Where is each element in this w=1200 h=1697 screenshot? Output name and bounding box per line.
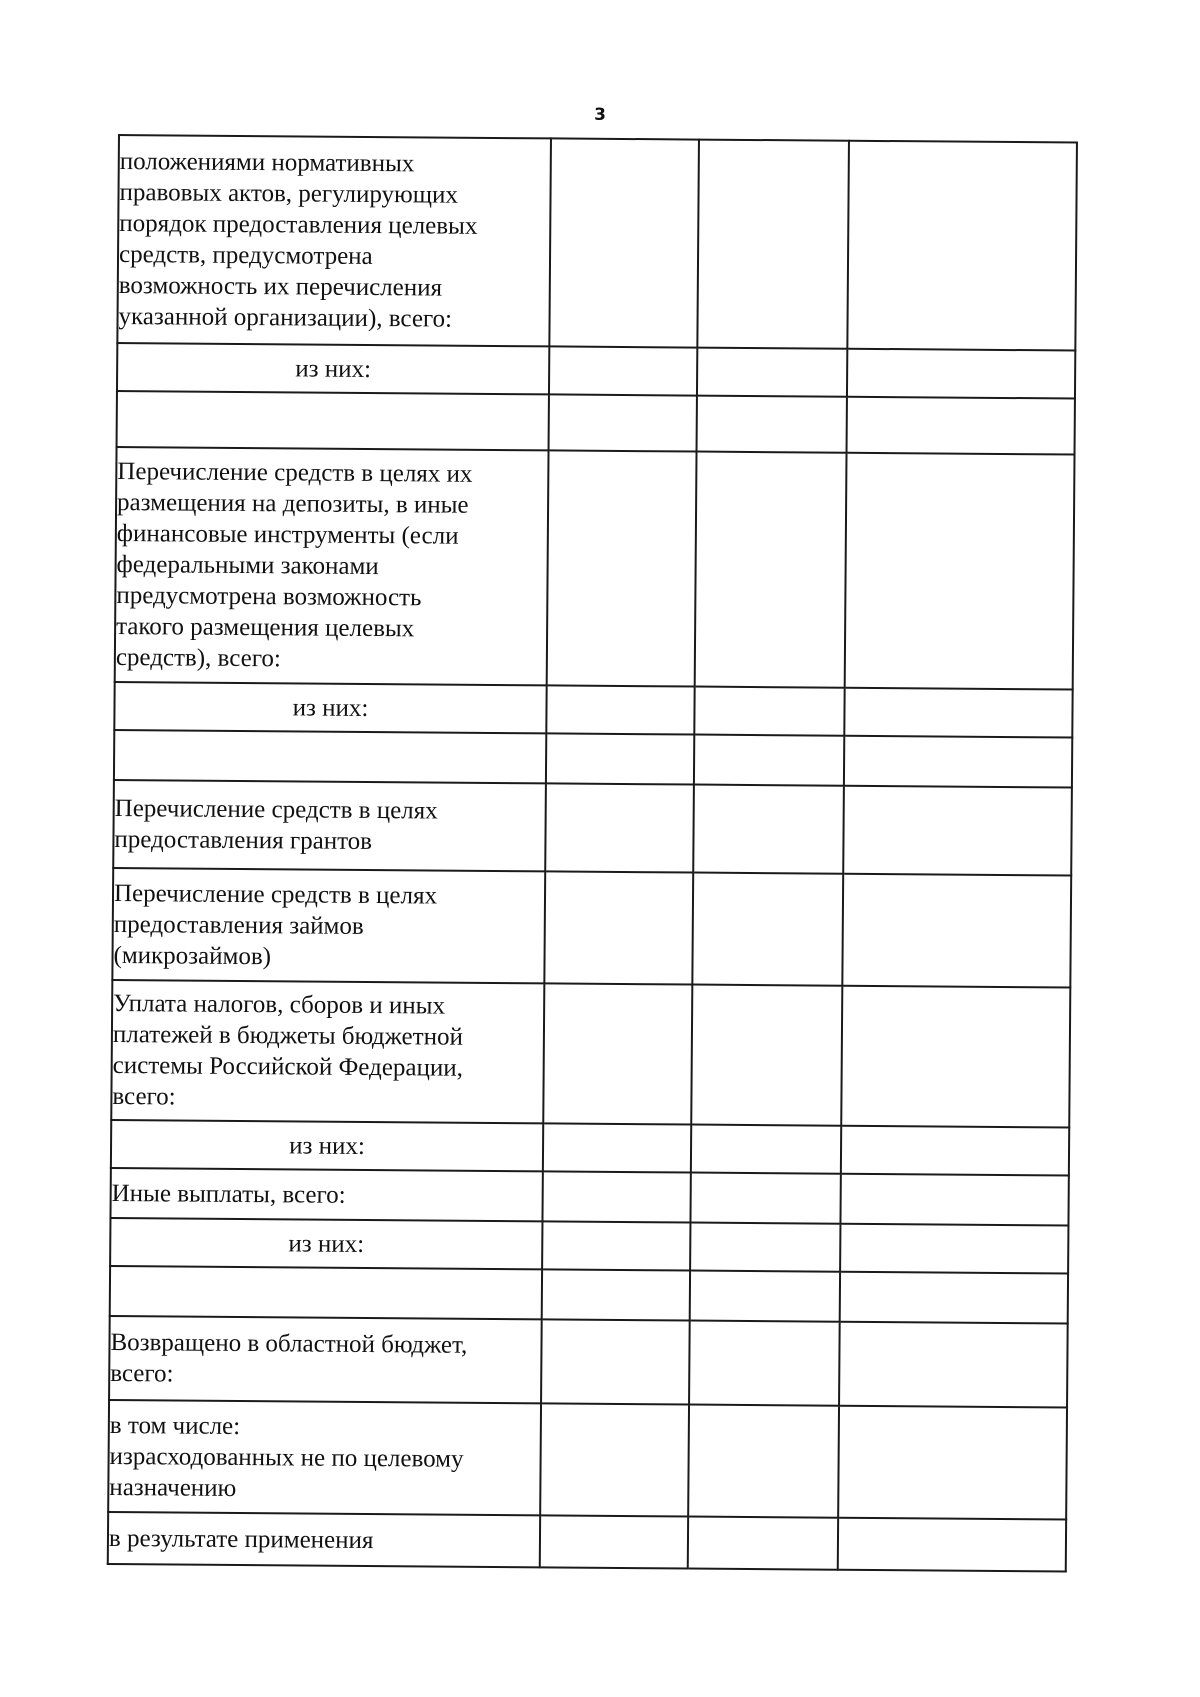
value-cell-3[interactable] bbox=[847, 397, 1075, 455]
value-cell-1[interactable] bbox=[547, 450, 697, 686]
row-label-cell bbox=[110, 1266, 542, 1319]
row-label-cell: из них: bbox=[114, 682, 546, 733]
value-cell-3[interactable] bbox=[839, 1322, 1068, 1408]
subheading-row bbox=[110, 1218, 1068, 1274]
value-cell-3[interactable] bbox=[838, 1406, 1067, 1520]
table-body bbox=[108, 135, 1077, 1571]
row-label-cell: в том числе: израсходованных не по целевому назначению bbox=[108, 1400, 541, 1515]
row-label-cell: в результате применения bbox=[108, 1512, 540, 1567]
value-cell-3[interactable] bbox=[847, 141, 1077, 351]
table-row bbox=[110, 1168, 1068, 1226]
value-cell-3[interactable] bbox=[845, 453, 1075, 690]
row-label-cell: из них: bbox=[110, 1218, 542, 1269]
subheading-row bbox=[114, 682, 1072, 738]
value-cell-1[interactable] bbox=[543, 983, 692, 1124]
value-cell-2[interactable] bbox=[697, 348, 847, 397]
value-cell-1[interactable] bbox=[542, 1171, 690, 1222]
value-cell-2[interactable] bbox=[688, 1405, 839, 1518]
value-cell-2[interactable] bbox=[690, 1173, 840, 1224]
value-cell-1[interactable] bbox=[546, 733, 694, 784]
value-cell-1[interactable] bbox=[542, 1221, 690, 1270]
blank-row bbox=[117, 391, 1075, 455]
row-label-cell bbox=[114, 730, 546, 783]
table-row bbox=[108, 1400, 1067, 1520]
row-label-cell bbox=[117, 391, 549, 450]
value-cell-3[interactable] bbox=[840, 1224, 1068, 1274]
blank-row bbox=[114, 730, 1072, 788]
value-cell-3[interactable] bbox=[841, 986, 1070, 1128]
value-cell-2[interactable] bbox=[697, 140, 849, 349]
value-cell-1[interactable] bbox=[543, 1123, 691, 1172]
value-cell-1[interactable] bbox=[540, 1403, 689, 1516]
row-label-cell: Перечисление средств в целях их размещения на депозиты, в иные финансовые инструменты (если федеральными законами предусмотрена возможность такого размещения целевых средств), всего: bbox=[115, 447, 549, 685]
value-cell-1[interactable] bbox=[541, 1319, 690, 1404]
row-label-cell: из них: bbox=[111, 1120, 543, 1171]
value-cell-2[interactable] bbox=[693, 785, 844, 874]
blank-row bbox=[110, 1266, 1068, 1324]
table-row bbox=[117, 135, 1077, 351]
value-cell-1[interactable] bbox=[549, 346, 697, 395]
value-cell-3[interactable] bbox=[841, 1126, 1069, 1176]
subheading-row bbox=[111, 1120, 1069, 1176]
value-cell-3[interactable] bbox=[840, 1272, 1068, 1324]
value-cell-3[interactable] bbox=[842, 874, 1071, 988]
row-label-cell: Перечисление средств в целях предоставления грантов bbox=[113, 780, 546, 871]
table-row bbox=[108, 1512, 1066, 1572]
value-cell-1[interactable] bbox=[546, 685, 694, 734]
value-cell-2[interactable] bbox=[694, 687, 844, 736]
row-label-cell: Перечисление средств в целях предоставления займов (микрозаймов) bbox=[112, 868, 545, 983]
value-cell-3[interactable] bbox=[840, 1174, 1068, 1226]
value-cell-1[interactable] bbox=[544, 871, 693, 984]
value-cell-3[interactable] bbox=[847, 349, 1075, 399]
table-row bbox=[112, 868, 1071, 988]
value-cell-2[interactable] bbox=[697, 396, 847, 453]
value-cell-3[interactable] bbox=[844, 736, 1072, 788]
page-number: 3 bbox=[594, 105, 606, 125]
row-label-cell: положениями нормативных правовых актов, регулирующих порядок предоставления целевых средств, предусмотрена возможность их перечисления указанной организации), всего: bbox=[117, 135, 551, 346]
value-cell-2[interactable] bbox=[688, 1517, 838, 1570]
table-row bbox=[115, 447, 1075, 690]
value-cell-2[interactable] bbox=[691, 1125, 841, 1174]
value-cell-1[interactable] bbox=[549, 394, 697, 451]
table-row bbox=[109, 1316, 1068, 1408]
value-cell-3[interactable] bbox=[838, 1518, 1066, 1572]
value-cell-1[interactable] bbox=[542, 1269, 690, 1320]
row-label-cell: Уплата налогов, сборов и иных платежей в бюджеты бюджетной системы Российской Федерации, всего: bbox=[111, 980, 544, 1123]
value-cell-2[interactable] bbox=[695, 452, 847, 688]
value-cell-1[interactable] bbox=[545, 783, 694, 872]
value-cell-2[interactable] bbox=[692, 873, 843, 986]
value-cell-2[interactable] bbox=[691, 985, 842, 1126]
table-row bbox=[111, 980, 1070, 1128]
value-cell-2[interactable] bbox=[694, 735, 844, 786]
value-cell-1[interactable] bbox=[549, 138, 699, 347]
value-cell-1[interactable] bbox=[540, 1515, 688, 1568]
value-cell-2[interactable] bbox=[689, 1321, 840, 1406]
row-label-cell: из них: bbox=[117, 343, 549, 394]
row-label-cell: Иные выплаты, всего: bbox=[110, 1168, 542, 1221]
subheading-row bbox=[117, 343, 1075, 399]
value-cell-3[interactable] bbox=[844, 688, 1072, 738]
value-cell-2[interactable] bbox=[690, 1223, 840, 1272]
row-label-cell: Возвращено в областной бюджет, всего: bbox=[109, 1316, 542, 1403]
value-cell-2[interactable] bbox=[690, 1271, 840, 1322]
value-cell-3[interactable] bbox=[843, 786, 1072, 876]
table-row bbox=[113, 780, 1072, 876]
report-table bbox=[107, 134, 1078, 1572]
